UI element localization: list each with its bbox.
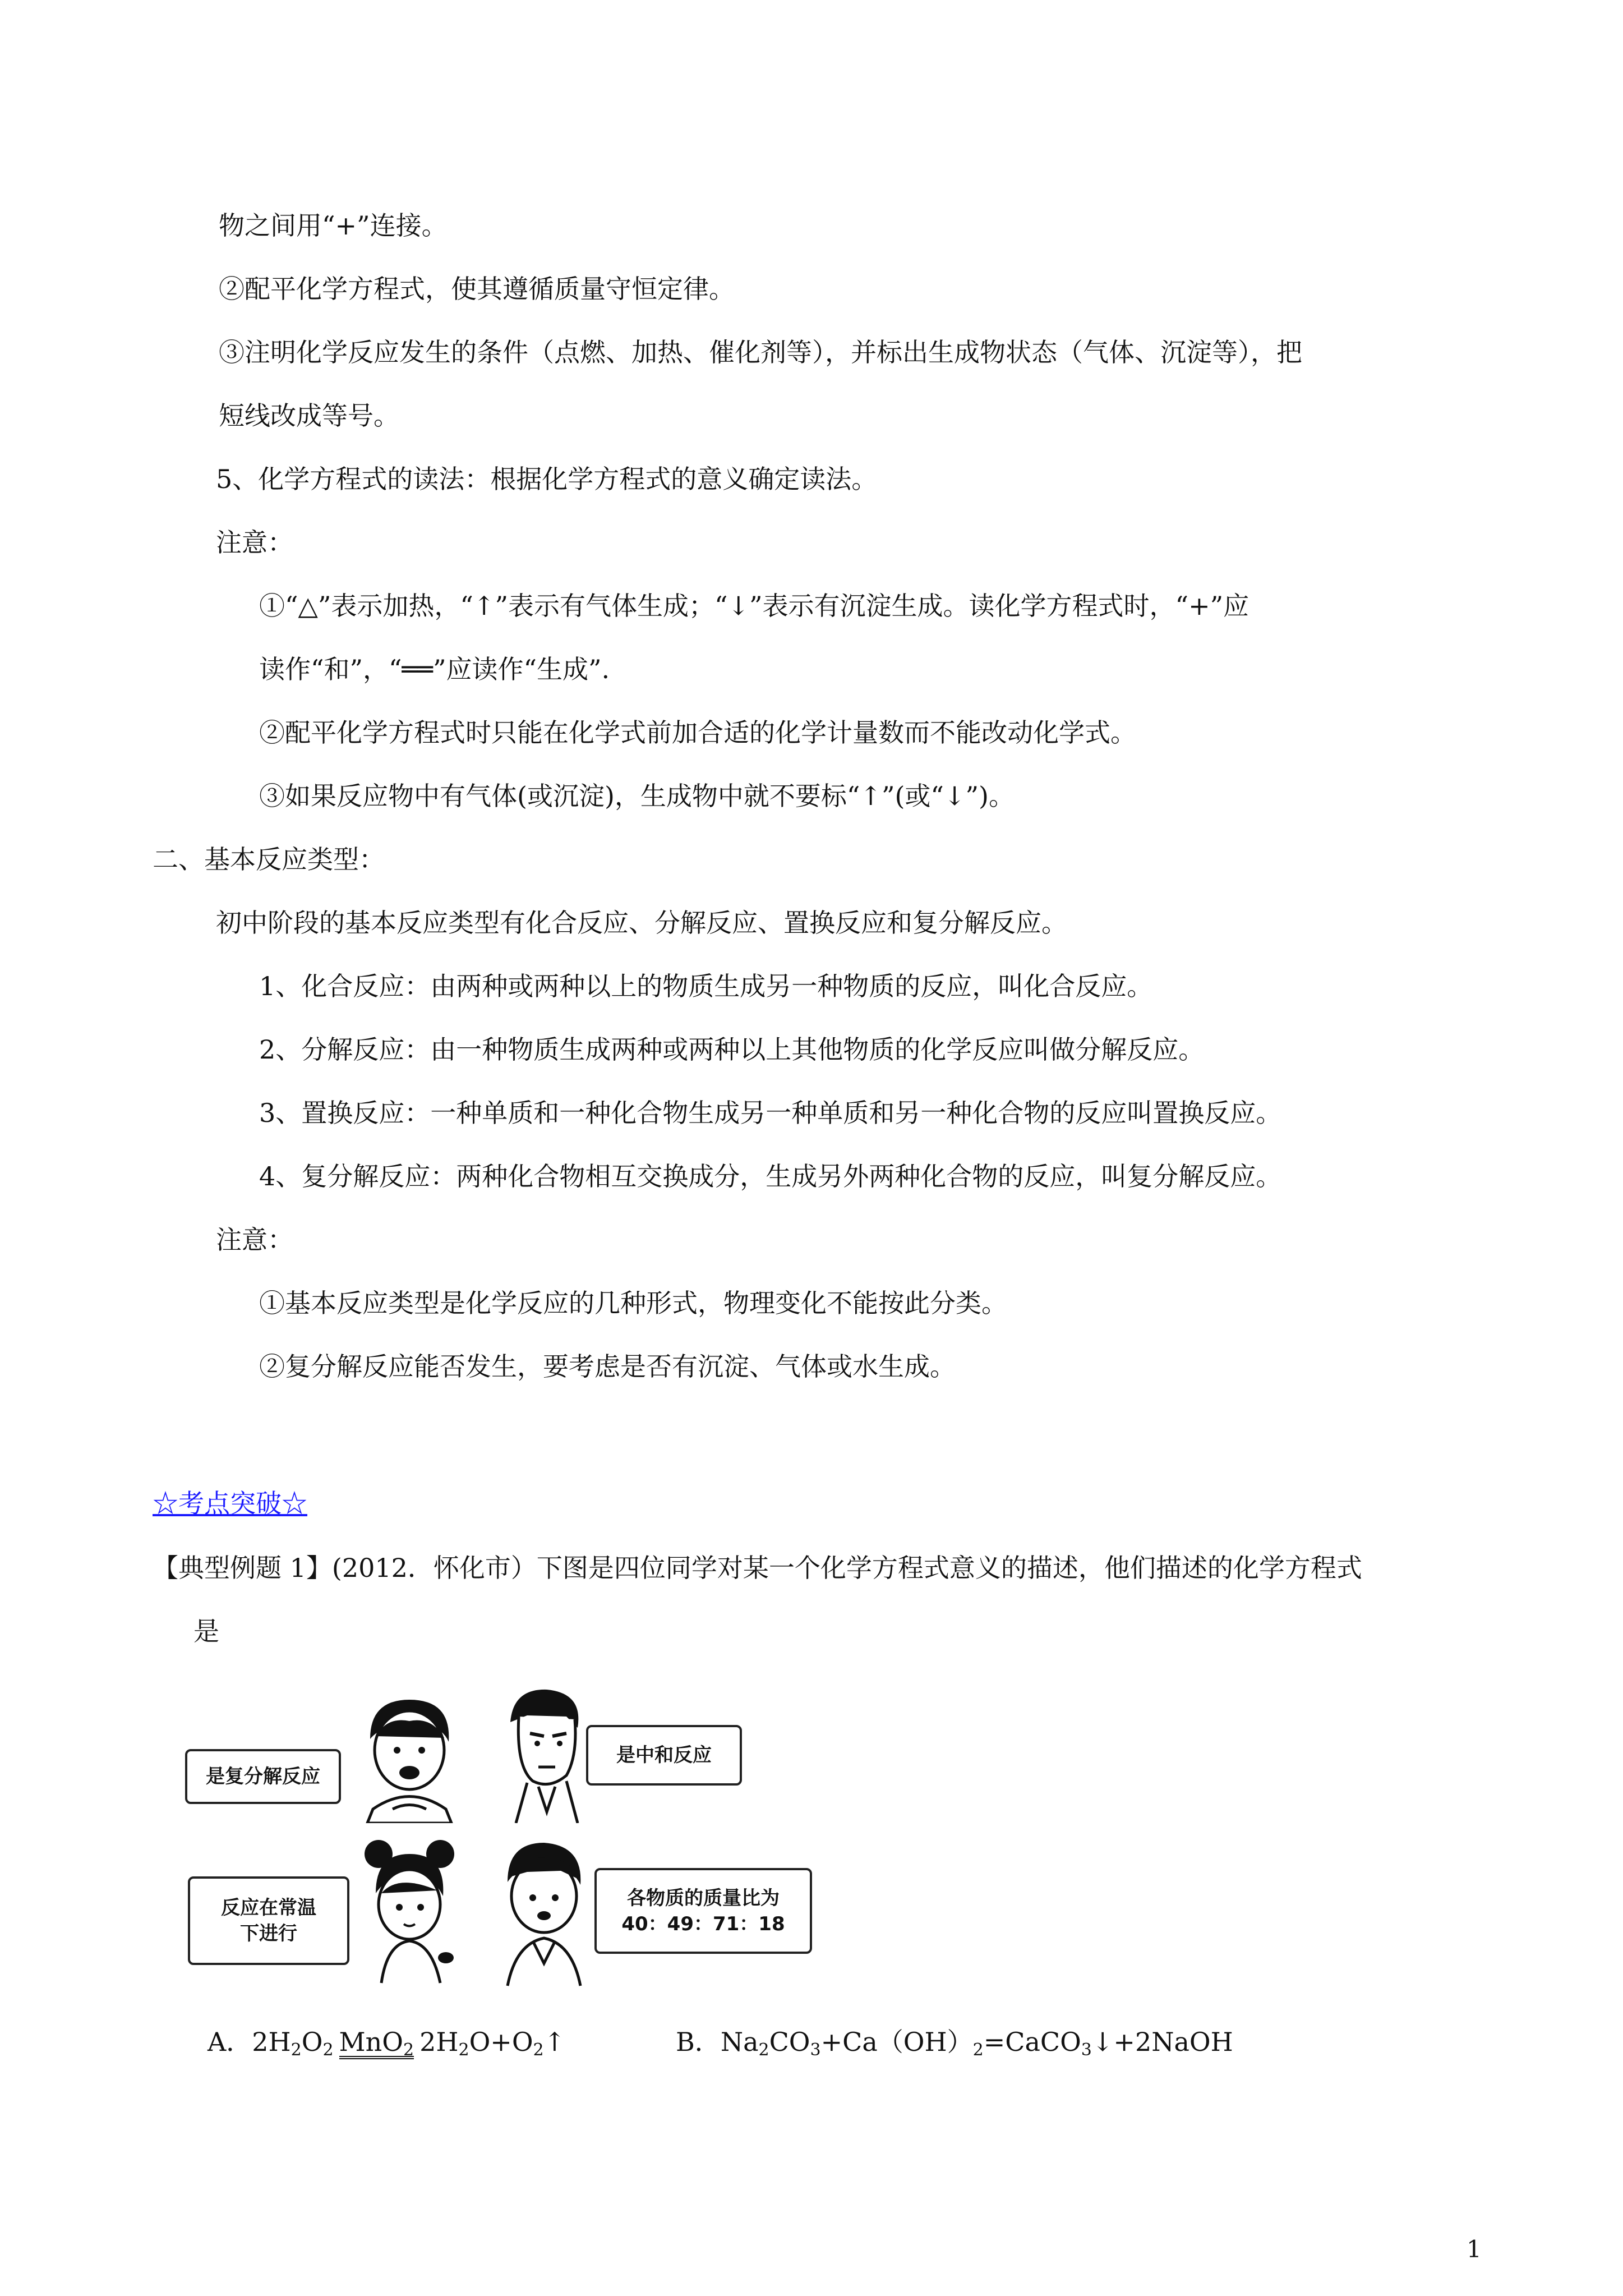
speech-bubble-1	[185, 1749, 341, 1804]
option-a-reactant: $2H_2O_2$	[252, 2027, 334, 2060]
speech-bubble-4	[594, 1868, 812, 1954]
speech-bubble-4-text-2: 40：49：71：18	[621, 1912, 785, 1935]
text-line-15: 3、置换反应：一种单质和一种化合物生成另一种单质和另一种化合物的反应叫置换反应。	[259, 1098, 1282, 1128]
text-line-18: ①基本反应类型是化学反应的几种形式，物理变化不能按此分类。	[259, 1288, 1007, 1318]
text-line-1: 物之间用“+”连接。	[219, 210, 448, 241]
cartoon-figure	[174, 1677, 850, 1997]
example-question: 【典型例题 1】(2012．怀化市）下图是四位同学对某一个化学方程式意义的描述，他们描述的化学方程式	[153, 1553, 1362, 1583]
text-line-3: ③注明化学反应发生的条件（点燃、加热、催化剂等），并标出生成物状态（气体、沉淀等），把	[219, 337, 1302, 367]
student-4-icon	[494, 1832, 594, 1989]
text-line-13: 1、化合反应：由两种或两种以上的物质生成另一种物质的反应，叫化合反应。	[259, 971, 1153, 1001]
section-heading: 二、基本反应类型：	[153, 844, 385, 875]
speech-bubble-3-text-2: 下进行	[240, 1922, 297, 1945]
text-line-16: 4、复分解反应：两种化合物相互交换成分，生成另外两种化合物的反应，叫复分解反应。	[259, 1161, 1282, 1191]
option-b[interactable]	[676, 2025, 1233, 2059]
student-1-icon	[348, 1688, 471, 1823]
section-title-link[interactable]: ☆考点突破☆	[153, 1488, 307, 1519]
text-line-2: ②配平化学方程式，使其遵循质量守恒定律。	[219, 274, 735, 304]
text-line-10: ③如果反应物中有气体(或沉淀)，生成物中就不要标“↑”(或“↓”)。	[259, 781, 1015, 811]
speech-bubble-1-text: 是复分解反应	[206, 1765, 320, 1788]
text-line-9: ②配平化学方程式时只能在化学式前加合适的化学计量数而不能改动化学式。	[259, 717, 1136, 748]
student-3-icon	[353, 1832, 465, 1989]
text-line-5: 5、化学方程式的读法：根据化学方程式的意义确定读法。	[216, 464, 878, 494]
option-a[interactable]	[208, 2025, 565, 2059]
speech-bubble-2-text: 是中和反应	[616, 1744, 712, 1766]
option-a-label: A．	[208, 2027, 252, 2057]
page-number: 1	[1467, 2235, 1482, 2263]
text-line-6: 注意：	[216, 527, 293, 558]
text-line-17: 注意：	[216, 1225, 293, 1255]
option-b-label: B．	[676, 2027, 721, 2057]
option-a-products: $2H_2O+O_2↑$	[419, 2027, 566, 2060]
speech-bubble-3	[188, 1876, 349, 1965]
text-line-8: 读作“和”，“══”应读作“生成”.	[259, 654, 610, 684]
option-a-catalyst: MnO$_2$	[339, 2027, 414, 2060]
text-line-14: 2、分解反应：由一种物质生成两种或两种以上其他物质的化学反应叫做分解反应。	[259, 1034, 1205, 1065]
speech-bubble-2	[586, 1725, 742, 1786]
text-line-12: 初中阶段的基本反应类型有化合反应、分解反应、置换反应和复分解反应。	[216, 908, 1067, 938]
speech-bubble-3-text-1: 反应在常温	[221, 1897, 316, 1919]
option-b-equation: $Na_2CO_3+Ca(OH)_2=CaCO_3↓+2NaOH$	[720, 2027, 1233, 2060]
text-line-4: 短线改成等号。	[219, 401, 399, 431]
student-2-icon	[494, 1683, 594, 1823]
speech-bubble-4-text-1: 各物质的质量比为	[627, 1887, 780, 1910]
text-line-19: ②复分解反应能否发生，要考虑是否有沉淀、气体或水生成。	[259, 1351, 956, 1382]
text-line-7: ①“△”表示加热，“↑”表示有气体生成；“↓”表示有沉淀生成。读化学方程式时，“+”应	[259, 591, 1249, 621]
example-question-cont: 是	[193, 1616, 219, 1646]
